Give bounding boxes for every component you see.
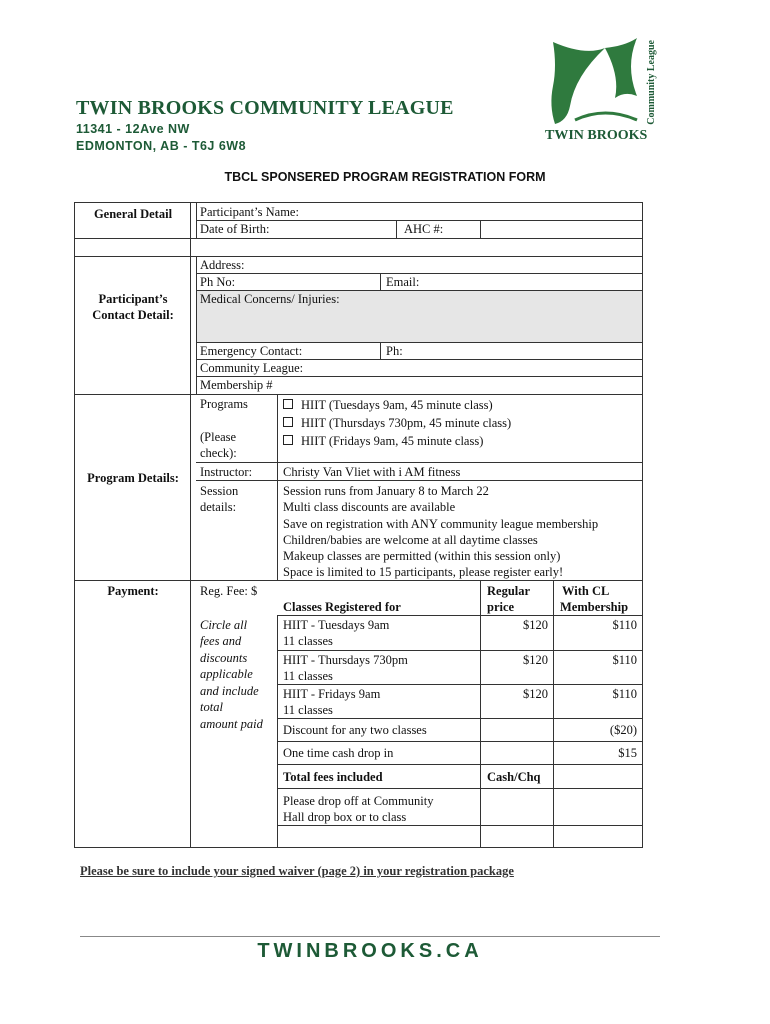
session-label: Session details: xyxy=(200,484,239,514)
col-regular-header: price xyxy=(487,600,515,614)
discount-amount[interactable]: ($20) xyxy=(609,723,637,737)
address-line-1: 11341 - 12Ave NW xyxy=(76,122,190,136)
discount-label: Discount for any two classes xyxy=(283,723,427,737)
address-line-2: EDMONTON, AB - T6J 6W8 xyxy=(76,139,247,153)
membership-field[interactable]: Membership # xyxy=(200,378,273,392)
payment-label: Payment: xyxy=(107,584,159,598)
emergency-phone-field[interactable]: Ph: xyxy=(386,344,403,358)
col-member-header: Membership xyxy=(560,600,629,614)
regular-price[interactable]: $120 xyxy=(523,687,548,701)
program-option-2[interactable]: HIIT (Thursdays 730pm, 45 minute class) xyxy=(283,415,511,431)
cash-drop-amount[interactable]: $15 xyxy=(618,746,637,760)
class-row-sub: 11 classes xyxy=(283,669,333,683)
regular-price[interactable]: $120 xyxy=(523,618,548,632)
dob-field[interactable]: Date of Birth: xyxy=(200,222,270,236)
ahc-field[interactable]: AHC #: xyxy=(404,222,444,236)
circle-note: total xyxy=(200,700,223,714)
checkbox-icon[interactable] xyxy=(283,399,293,409)
class-row-name: HIIT - Tuesdays 9am xyxy=(283,618,390,632)
form-title: TBCL SPONSERED PROGRAM REGISTRATION FORM xyxy=(224,170,546,184)
session-line: Multi class discounts are available xyxy=(283,500,456,514)
program-details-label: Program Details: xyxy=(87,471,179,485)
programs-label: Programs xyxy=(200,397,248,411)
circle-note: discounts xyxy=(200,651,248,665)
session-line: Makeup classes are permitted (within this session only) xyxy=(283,549,561,563)
circle-note: and include xyxy=(200,684,259,698)
cash-chq-label: Cash/Chq xyxy=(487,770,541,784)
class-row-sub: 11 classes xyxy=(283,703,333,717)
circle-note: amount paid xyxy=(200,717,263,731)
program-option-1[interactable]: HIIT (Tuesdays 9am, 45 minute class) xyxy=(283,397,493,413)
cash-drop-label: One time cash drop in xyxy=(283,746,394,760)
phone-field[interactable]: Ph No: xyxy=(200,275,236,289)
circle-note: fees and xyxy=(200,634,242,648)
circle-note: Circle all xyxy=(200,618,248,632)
col-member-header: With CL xyxy=(562,584,610,598)
col-regular-header: Regular xyxy=(487,584,531,598)
email-field[interactable]: Email: xyxy=(386,275,420,289)
waiver-note: Please be sure to include your signed waiver (page 2) in your registration package xyxy=(80,864,514,878)
checkbox-icon[interactable] xyxy=(283,435,293,445)
logo-text: TWIN BROOKS xyxy=(545,128,648,143)
session-line: Save on registration with ANY community league membership xyxy=(283,517,599,531)
class-row-name: HIIT - Thursdays 730pm xyxy=(283,653,408,667)
general-detail-label: General Detail xyxy=(93,207,173,221)
circle-note: applicable xyxy=(200,667,253,681)
participant-name-field[interactable]: Participant’s Name: xyxy=(200,205,299,219)
please-check-label: (Please check): xyxy=(200,430,237,460)
website-link[interactable]: TWINBROOKS.CA xyxy=(257,940,483,962)
program-option-3[interactable]: HIIT (Fridays 9am, 45 minute class) xyxy=(283,433,483,449)
regular-price[interactable]: $120 xyxy=(523,653,548,667)
session-line: Space is limited to 15 participants, please register early! xyxy=(283,565,564,579)
league-logo-icon xyxy=(545,36,645,128)
checkbox-icon[interactable] xyxy=(283,417,293,427)
logo-side-text: Community League xyxy=(646,40,657,125)
instructor-value: Christy Van Vliet with i AM fitness xyxy=(283,465,461,479)
instructor-label: Instructor: xyxy=(200,465,253,479)
session-line: Children/babies are welcome at all daytime classes xyxy=(283,533,538,547)
emergency-contact-field[interactable]: Emergency Contact: xyxy=(200,344,303,358)
member-price[interactable]: $110 xyxy=(612,687,637,701)
medical-field[interactable]: Medical Concerns/ Injuries: xyxy=(200,292,340,306)
member-price[interactable]: $110 xyxy=(612,653,637,667)
reg-fee-label: Reg. Fee: $ xyxy=(200,584,258,598)
contact-detail-label: Participant’s Contact Detail: xyxy=(92,292,174,322)
session-line: Session runs from January 8 to March 22 xyxy=(283,484,489,498)
member-price[interactable]: $110 xyxy=(612,618,637,632)
class-row-name: HIIT - Fridays 9am xyxy=(283,687,381,701)
col-classes-header: Classes Registered for xyxy=(283,600,401,614)
total-label: Total fees included xyxy=(283,770,383,784)
community-league-field[interactable]: Community League: xyxy=(200,361,304,375)
address-field[interactable]: Address: xyxy=(200,258,245,272)
dropoff-note: Hall drop box or to class xyxy=(283,810,407,824)
footer-divider xyxy=(80,936,660,937)
org-name: TWIN BROOKS COMMUNITY LEAGUE xyxy=(76,97,454,119)
dropoff-note: Please drop off at Community xyxy=(283,794,434,808)
class-row-sub: 11 classes xyxy=(283,634,333,648)
